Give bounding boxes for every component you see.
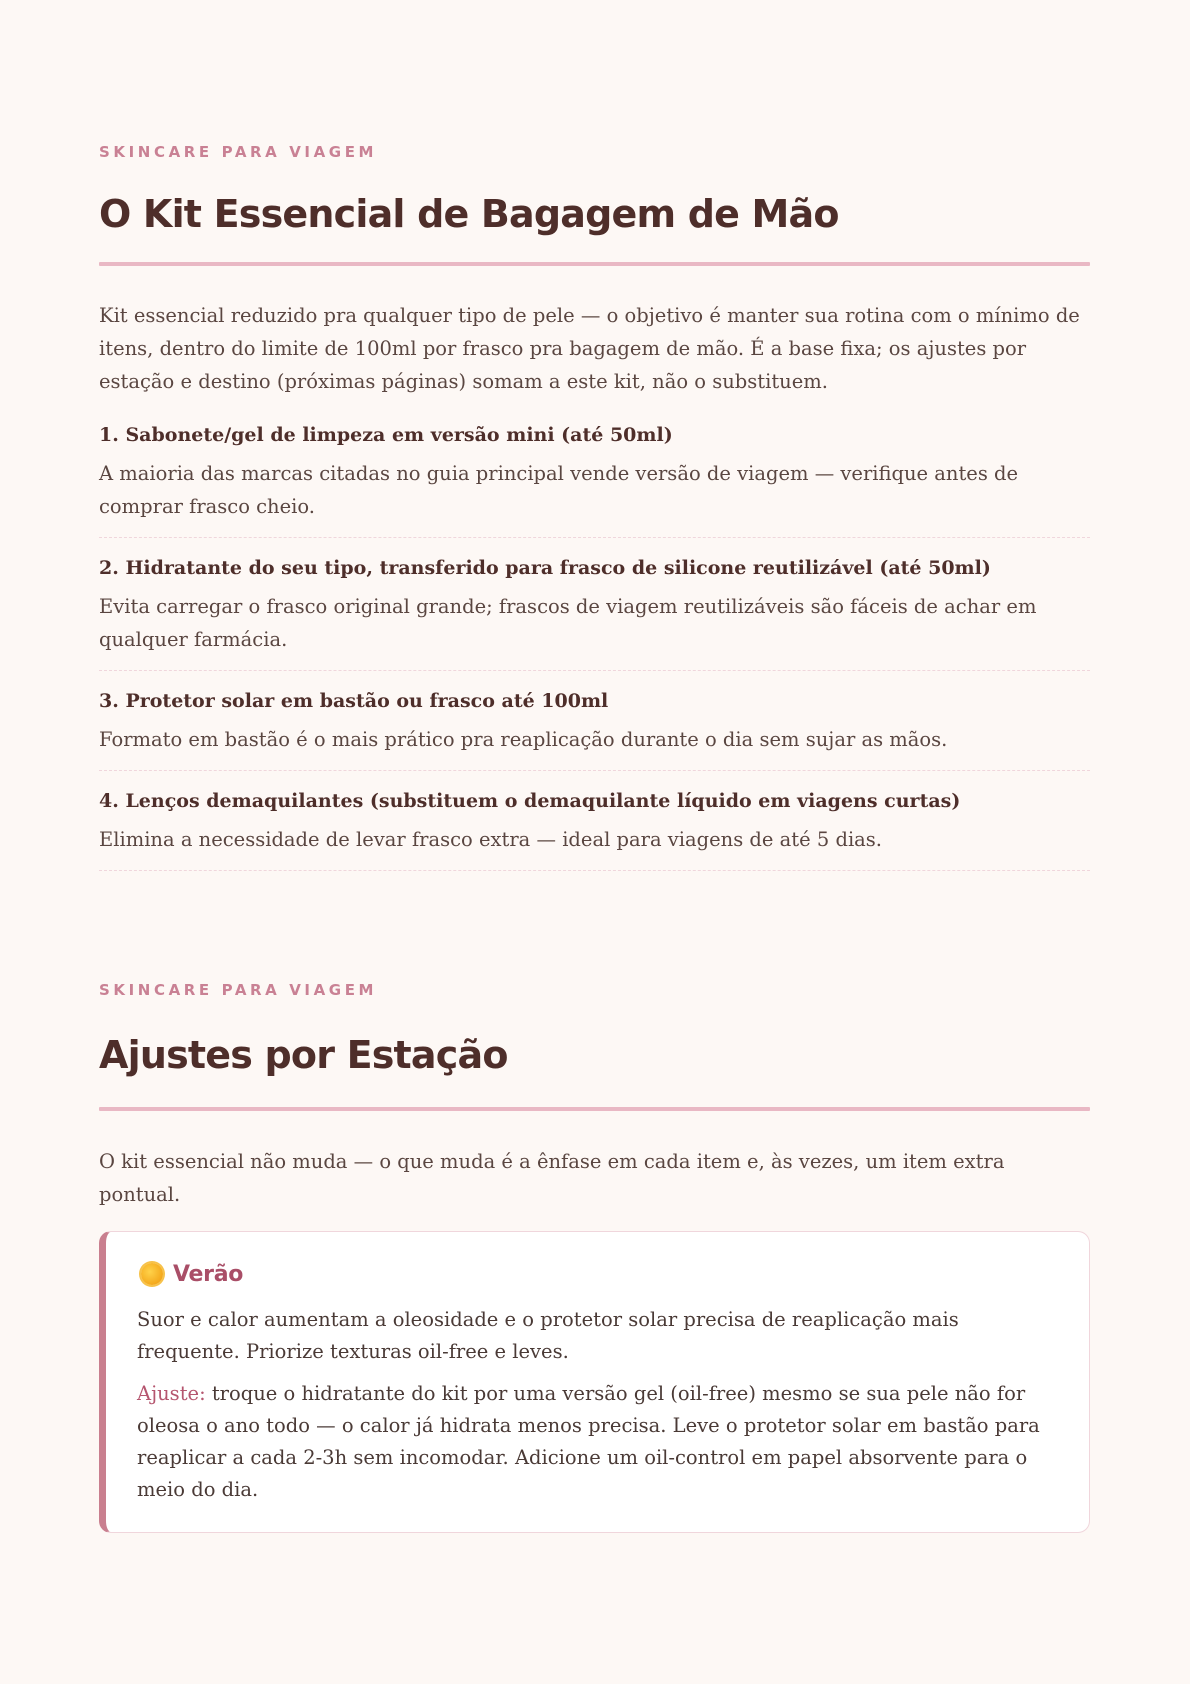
list-item-title: 2. Hidratante do seu tipo, transferido para frasco de silicone reutilizável (até 50ml) [99,557,991,579]
sun-icon [141,1263,163,1285]
list-item-description: Formato em bastão é o mais prático pra reaplicação durante o dia sem sujar as mãos. [99,728,948,751]
list-item-description: Elimina a necessidade de levar frasco extra — ideal para viagens de até 5 dias. [99,828,883,851]
section-title: Ajustes por Estação [99,1033,508,1077]
title-divider [99,1107,1090,1111]
list-item-title: 4. Lenços demaquilantes (substituem o demaquilante líquido em viagens curtas) [99,790,961,812]
season-section [99,981,1090,1533]
intro-paragraph: O kit essencial não muda — o que muda é a ênfase em cada item e, às vezes, um item extra pontual. [99,1150,1005,1206]
season-description: Suor e calor aumentam a oleosidade e o protetor solar precisa de reaplicação mais frequente. Priorize texturas oil-free e leves. [137,1308,959,1363]
adjust-text: troque o hidratante do kit por uma versão gel (oil-free) mesmo se sua pele não for oleosa o ano todo — o calor já hidrata menos precisa. Leve o protetor solar em bastão para reaplicar a cada 2-3h sem incomodar. Adicione um oil-control em papel absorvente para o meio do dia. [137,1382,1040,1501]
section-eyebrow: SKINCARE PARA VIAGEM [99,143,378,161]
list-item [99,687,1090,771]
season-header [137,1259,1049,1289]
list-item-title: 1. Sabonete/gel de limpeza em versão mini (até 50ml) [99,424,673,446]
list-item [99,421,1090,538]
kit-list [99,421,1090,871]
intro-paragraph: Kit essencial reduzido pra qualquer tipo de pele — o objetivo é manter sua rotina com o mínimo de itens, dentro do limite de 100ml por frasco pra bagagem de mão. É a base fixa; os ajustes por estação e destino (próximas páginas) somam a este kit, não o substituem. [99,304,1080,393]
kit-section [99,143,1090,887]
list-item-description: Evita carregar o frasco original grande; frascos de viagem reutilizáveis são fáceis de achar em qualquer farmácia. [99,595,1037,651]
title-divider [99,262,1090,266]
list-item [99,787,1090,871]
season-adjustment [137,1378,1049,1506]
adjust-label: Ajuste: [137,1382,206,1405]
list-item-title: 3. Protetor solar em bastão ou frasco até 100ml [99,690,609,712]
list-item-description: A maioria das marcas citadas no guia principal vende versão de viagem — verifique antes de comprar frasco cheio. [99,462,1019,518]
season-name: Verão [173,1261,244,1287]
section-eyebrow: SKINCARE PARA VIAGEM [99,981,378,999]
list-item [99,554,1090,671]
page-title: O Kit Essencial de Bagagem de Mão [99,192,839,236]
season-card-summer [99,1231,1090,1533]
